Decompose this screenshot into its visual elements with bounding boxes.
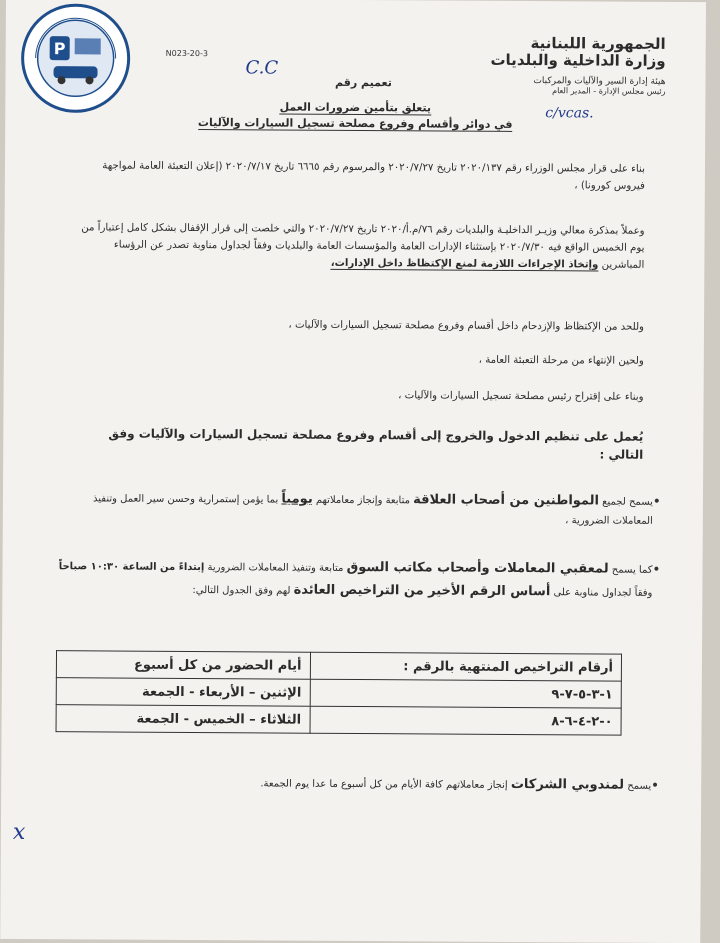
republic-name: الجمهورية اللبنانية (530, 34, 666, 53)
handwritten-mark: x (12, 819, 26, 845)
bullet-dot: • (652, 561, 661, 578)
paragraph-decision: يُعمل على تنظيم الدخول والخروج إلى أقسام وفروع مصلحة تسجيل السيارات والآليات وفق التالي : (108, 426, 644, 462)
reference-code: N023-20-3 (165, 48, 208, 59)
memo-subject (155, 99, 555, 133)
bullet-companies (51, 770, 660, 797)
authority-name: هيئة إدارة السير والآليات والمركبات (533, 75, 666, 87)
bullet-citizens-pre: يسمح لجميع (602, 496, 653, 508)
bullet-agents-time: إبتداءً من الساعة ١٠:٣٠ صباحاً (58, 561, 205, 574)
subject-line-2: في دوائر وأقسام وفروع مصلحة تسجيل السيارات والآليات (197, 115, 513, 131)
ministry-name: وزارة الداخلية والبلديات (490, 51, 666, 71)
bullet-companies-bold: لمندوبي الشركات (510, 776, 625, 793)
bullet-companies-pre: يسمح (627, 780, 652, 792)
bullet-companies-post: إنجاز معاملاتهم كافة الأيام من كل أسبوع ما عدا يوم الجمعة. (260, 778, 508, 791)
table-row (56, 705, 621, 735)
bullet-dot: • (652, 493, 661, 510)
paragraph-proposal: وبناء على إقتراح رئيس مصلحة تسجيل السيارات والآليات ، (398, 390, 644, 403)
paragraph-congestion: وللحد من الإكتظاظ والإزدحام داخل أقسام وفروع مصلحة تسجيل السيارات والآليات ، (288, 319, 645, 333)
memo-number-title: تعميم رقم (335, 75, 392, 90)
letterhead (435, 34, 665, 95)
handwritten-cc-note-right: c/vcas. (545, 105, 594, 122)
table-row (56, 678, 621, 708)
paragraph-minister-memo-underlined: وإتخاذ الإجراءات اللازمة لمنع الإكتظاظ داخل الإدارات، (330, 257, 599, 271)
plates-cell: ٠-٢-٤-٦-٨ (310, 706, 622, 735)
paragraph-minister-memo (74, 220, 644, 274)
plates-cell: ١-٣-٥-٧-٩ (310, 679, 622, 708)
bullet-agents-mid2: وفقاً لجداول مناوبة على (553, 587, 653, 600)
bullet-dot: • (650, 777, 660, 794)
table-header-row (56, 651, 621, 681)
bullet-agents-pre: كما يسمح (611, 564, 653, 576)
authority-logo (19, 2, 132, 115)
bullet-agents-basis: أساس الرقم الأخير من التراخيص العائدة (293, 583, 551, 600)
bullet-agents-mid: متابعة وتنفيذ المعاملات الضرورية (207, 562, 344, 574)
bullet-citizens-mid: متابعة وإنجاز معاملاتهم (315, 494, 411, 507)
column-header-days: أيام الحضور من كل أسبوع (56, 651, 310, 680)
bullet-agents-post: لهم وفق الجدول التالي: (192, 585, 291, 598)
bullet-agents-bold: لمعقبي المعاملات وأصحاب مكاتب السوق (346, 559, 609, 577)
paragraph-mobilization: ولحين الإنتهاء من مرحلة التعبئة العامة ، (478, 354, 644, 367)
bullet-citizens (53, 486, 661, 531)
days-cell: الثلاثاء – الخميس - الجمعة (56, 705, 310, 734)
handwritten-cc-note: C.C (245, 57, 279, 79)
column-header-plates: أرقام التراخيص المنتهية بالرقم : (310, 652, 622, 681)
svg-text:P: P (53, 39, 66, 59)
schedule-table (56, 650, 622, 735)
bullet-citizens-daily: يومياً (281, 491, 313, 507)
bullet-citizens-bold: المواطنين من أصحاب العلاقة (413, 492, 600, 509)
board-title: رئيس مجلس الإدارة - المدير العام (552, 86, 666, 96)
paragraph-minister-memo-text: وعملاً بمذكرة معالي وزيـر الداخليـة والبلديات رقم ٧٦/م.أ/٢٠٢٠ تاريخ ٢٠٢٠/٧/٢٧ والتي خلصت إلى قرار الإقفال بشكل كامل إعتباراً من يوم الخميس الواقع فيه ٢٠٢٠/٧/٣٠ بإستثناء الإدارات العامة والمؤسسات العامة والبلديات وفقاً لجداول مناوبة تصدر عن الرؤساء المباشرين (81, 222, 645, 271)
subject-line-1: يتعلق بتأمين ضرورات العمل (279, 100, 432, 115)
bullet-citizens-post: بما يؤمن إستمرارية وحسن سير العمل وتنفيذ المعاملات الضرورية ، (92, 493, 653, 528)
paragraph-council-decision: بناء على قرار مجلس الوزراء رقم ٢٠٢٠/١٣٧ تاريخ ٢٠٢٠/٧/٢٧ والمرسوم رقم ٦٦٦٥ تاريخ ٢٠٢٠/٧/١٧ (إعلان التعبئة العامة لمواجهة فيروس كورونا) ، (102, 160, 646, 192)
days-cell: الإثنين – الأربعاء - الجمعة (56, 678, 310, 707)
bullet-agents (52, 554, 661, 604)
